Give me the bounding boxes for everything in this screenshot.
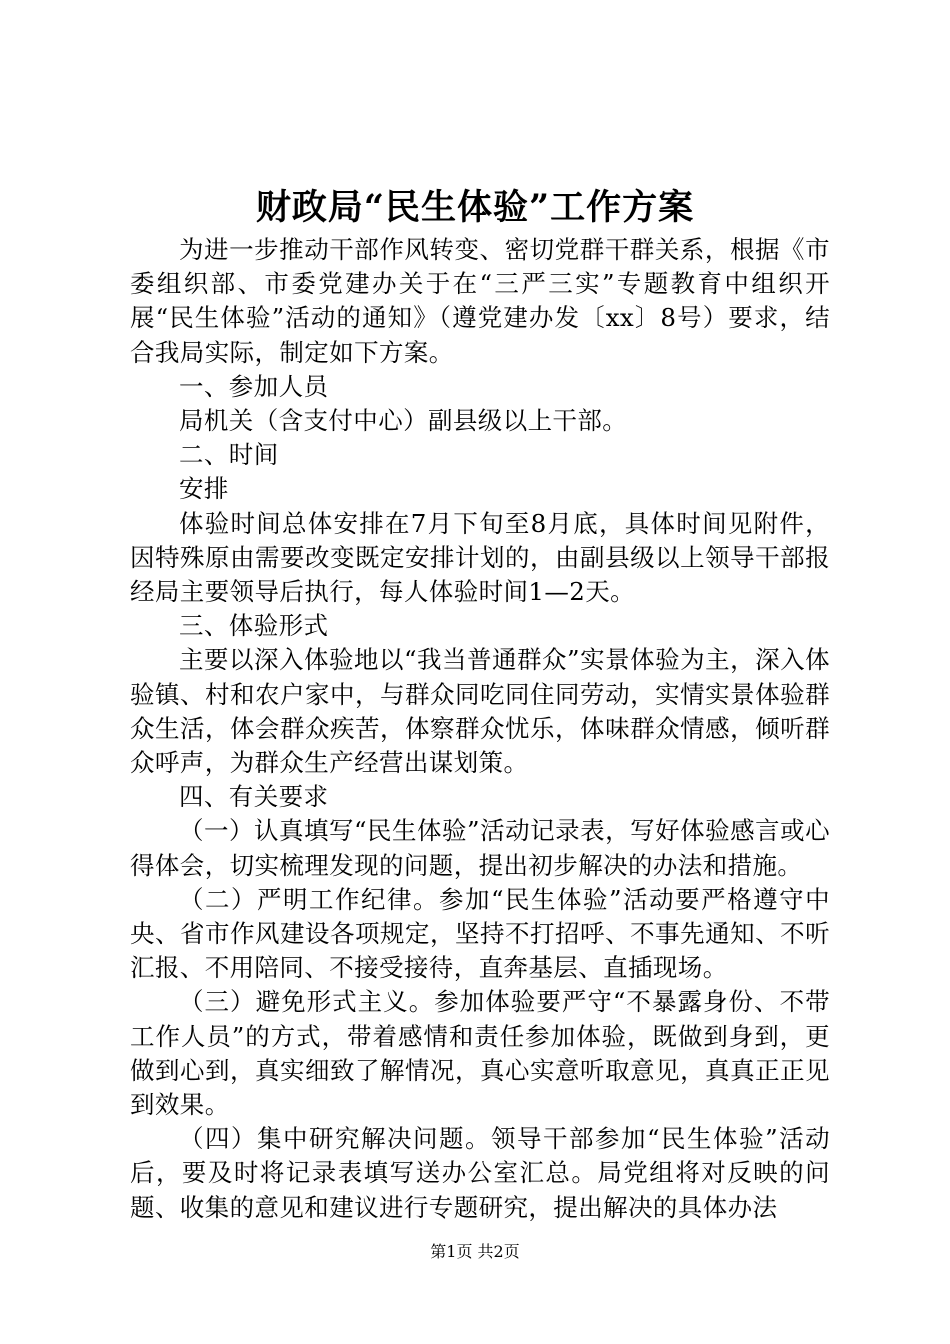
section-heading-participants: 一、参加人员: [179, 371, 329, 401]
participants-text: 局机关（含支付中心）副县级以上干部。: [179, 406, 628, 436]
section-heading-form: 三、体验形式: [179, 611, 329, 641]
document-body: [130, 233, 830, 1225]
requirement-4-paragraph: （四）集中研究解决问题。领导干部参加“民生体验”活动后，要及时将记录表填写送办公室汇总。局党组将对反映的问题、收集的意见和建议进行专题研究，提出解决的具体办法: [130, 1124, 830, 1222]
document-title: 财政局“民生体验”工作方案: [255, 187, 695, 228]
section-heading-time: 二、时间: [179, 440, 279, 470]
section-heading-requirements: 四、有关要求: [179, 782, 329, 812]
requirement-3-paragraph: （三）避免形式主义。参加体验要严守“不暴露身份、不带工作人员”的方式，带着感情和责任参加体验，既做到身到，更做到心到，真实细致了解情况，真心实意听取意见，真真正正见到效果。: [130, 987, 830, 1120]
form-paragraph: 主要以深入体验地以“我当普通群众”实景体验为主，深入体验镇、村和农户家中，与群众同吃同住同劳动，实情实景体验群众生活，体会群众疾苦，体察群众忧乐，体味群众情感，倾听群众呼声，为群众生产经营出谋划策。: [130, 645, 830, 778]
time-paragraph: 体验时间总体安排在7月下旬至8月底，具体时间见附件，因特殊原由需要改变既定安排计划的，由副县级以上领导干部报经局主要领导后执行，每人体验时间1—2天。: [130, 508, 830, 607]
requirement-2-paragraph: （二）严明工作纪律。参加“民生体验”活动要严格遵守中央、省市作风建设各项规定，坚持不打招呼、不事先通知、不听汇报、不用陪同、不接受接待，直奔基层、直插现场。: [130, 884, 830, 983]
page-footer: 第1页 共2页: [430, 1242, 520, 1261]
section-heading-arrangement: 安排: [179, 474, 229, 504]
intro-paragraph: 为进一步推动干部作风转变、密切党群干群关系，根据《市委组织部、市委党建办关于在“三严三实”专题教育中组织开展“民生体验”活动的通知》（遵党建办发〔xx〕8号）要求，结合我局实际，制定如下方案。: [130, 235, 830, 367]
requirement-1-paragraph: （一）认真填写“民生体验”活动记录表，写好体验感言或心得体会，切实梳理发现的问题，提出初步解决的办法和措施。: [130, 816, 830, 880]
